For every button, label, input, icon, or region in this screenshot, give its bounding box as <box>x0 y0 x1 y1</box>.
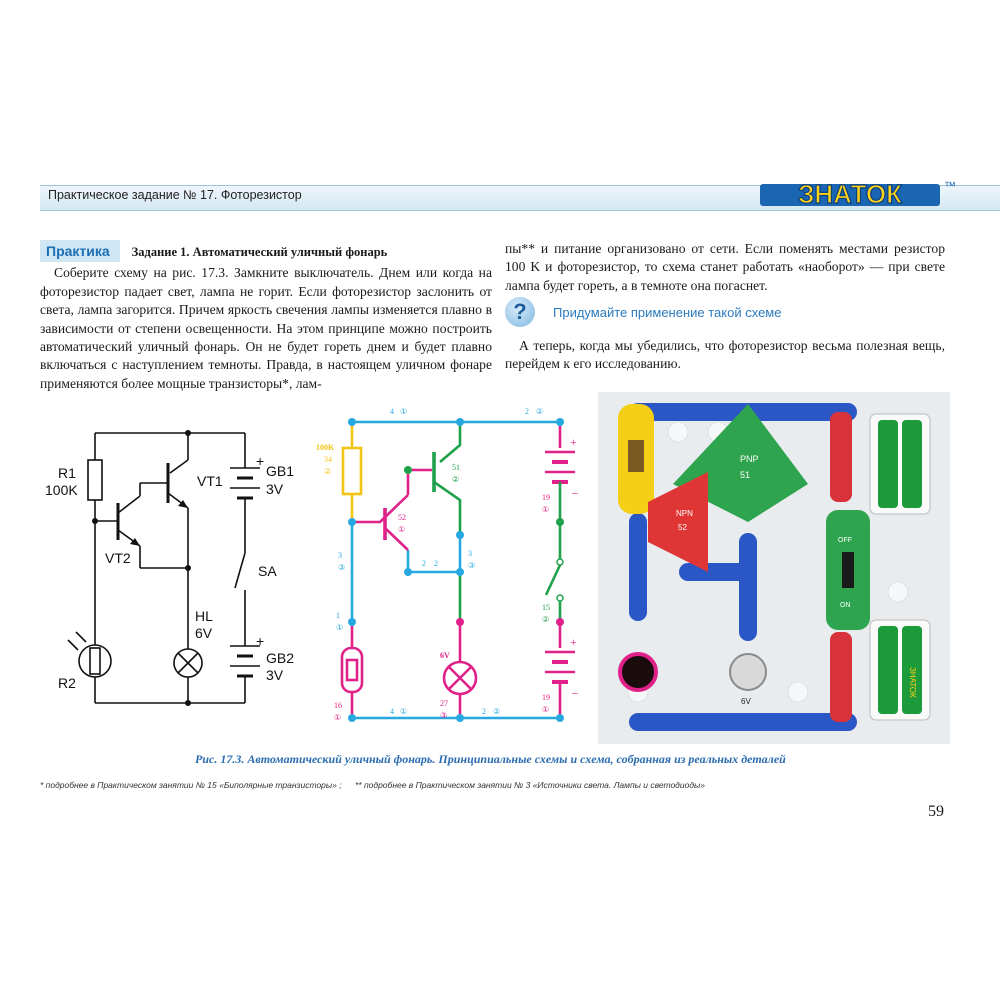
kit-wire-bottom-right-sub: ② <box>493 707 501 716</box>
closing-text: А теперь, когда мы убедились, что фоторезистор весьма полезная вещь, перейдем к его исследованию. <box>505 338 945 372</box>
kit-lamp-value: 6V <box>440 651 450 660</box>
kit-wire-d: 1 <box>336 611 340 620</box>
photo-module-52: 52 <box>678 523 687 532</box>
schematic-diagram <box>40 418 310 718</box>
kit-plus-bottom: + <box>570 635 577 649</box>
r1-value: 100K <box>45 482 78 498</box>
kit-plus-top: + <box>570 435 577 449</box>
photo-npn-label: NPN <box>676 509 693 518</box>
kit-wire-top-right-sub: ② <box>536 407 544 416</box>
task-title: Задание 1. Автоматический уличный фонарь <box>131 245 388 259</box>
kit-resistor-sub: ② <box>324 467 332 476</box>
photo-off: OFF <box>838 537 852 544</box>
kit-photo-sub: ① <box>334 713 342 722</box>
left-body-text: Соберите схему на рис. 17.3. Замкните выключатель. Днем или когда на фоторезистор падает свет, лампа не горит. Если фоторезистор заслонить от света, лампа загорится. Причем яркость свечения лампы изменяется плавно в зависимости от степени освещенности. На этом принципе можно построить автоматический уличный фонарь. Он не будет гореть днем и будет плавно включаться с наступлением темноты. Правда, в настоящем уличном фонаре применяются более мощные транзисторы*, лам- <box>40 265 492 391</box>
kit-battery-top-sub: ① <box>542 505 550 514</box>
kit-resistor-num: 34 <box>324 455 332 464</box>
r1-label: R1 <box>58 465 76 481</box>
kit-wire-a-sub: ③ <box>338 563 346 572</box>
kit-wire-bottom-left-sub: ① <box>400 707 408 716</box>
kit-wire-bottom-right: 2 <box>482 707 486 716</box>
hl-value: 6V <box>195 625 213 641</box>
gb1-label: GB1 <box>266 463 295 479</box>
kit-resistor-value: 100K <box>316 443 335 452</box>
vt2-label: VT2 <box>105 550 131 566</box>
photo-battery-brand: ЗНАТОК <box>908 667 917 698</box>
kit-wire-a: 3 <box>338 551 342 560</box>
gb2-label: GB2 <box>266 650 295 666</box>
question-icon: ? <box>505 297 535 327</box>
kit-wire-top-left: 4 <box>390 407 394 416</box>
kit-photo-num: 16 <box>334 701 342 710</box>
header-title: Практическое задание № 17. Фоторезистор <box>48 188 302 202</box>
question-line <box>505 296 781 328</box>
kit-npn-num: 52 <box>398 513 406 522</box>
kit-npn-sub: ① <box>398 525 406 534</box>
kit-wire-top-right: 2 <box>525 407 529 416</box>
kit-battery-top: 19 <box>542 493 550 502</box>
kit-minus-top: – <box>572 485 578 499</box>
kit-wire-c: 3 <box>468 549 472 558</box>
photo-lamp-6v: 6V <box>741 697 751 706</box>
right-column-bottom <box>505 337 945 374</box>
kit-lamp-num: 27 <box>440 699 448 708</box>
sa-label: SA <box>258 563 277 579</box>
gb2-value: 3V <box>266 667 284 683</box>
left-column <box>40 240 492 393</box>
kit-battery-bottom-sub: ① <box>542 705 550 714</box>
page-number: 59 <box>928 803 944 820</box>
kit-schematic <box>310 400 590 730</box>
gb1-plus: + <box>256 453 265 469</box>
kit-battery-bottom: 19 <box>542 693 550 702</box>
photo-module-51: 51 <box>740 470 751 480</box>
right-body-text: пы** и питание организовано от сети. Если поменять местами резистор 100 K и фоторезистор, то схема станет работать «наоборот» — при свете лампа будет гореть, а в темноте она погаснет. <box>505 241 945 293</box>
kit-lamp-sub: ③ <box>440 711 448 720</box>
r2-label: R2 <box>58 675 76 691</box>
gb2-plus: + <box>256 633 265 649</box>
kit-switch-sub: ② <box>542 615 550 624</box>
practice-badge: Практика <box>40 240 120 262</box>
kit-minus-bottom: – <box>572 685 578 699</box>
footnote-one: * подробнее в Практическом занятии № 15 «Биполярные транзисторы» ; <box>40 780 342 790</box>
logo-tm: ™ <box>944 179 956 193</box>
kit-switch-num: 15 <box>542 603 550 612</box>
znatok-logo <box>756 170 956 210</box>
kit-wire-d-sub: ① <box>336 623 344 632</box>
figure-caption: Рис. 17.3. Автоматический уличный фонарь. Принципиальные схемы и схема, собранная из реальных деталей <box>195 752 786 766</box>
kit-wire-b: 2 <box>422 559 426 568</box>
question-text: Придумайте применение такой схеме <box>553 304 782 320</box>
kit-photo <box>598 392 950 744</box>
gb1-value: 3V <box>266 481 284 497</box>
kit-pnp-num: 51 <box>452 463 460 472</box>
kit-wire-c-sub: ③ <box>468 561 476 570</box>
right-column-top <box>505 240 945 295</box>
photo-on: ON <box>840 602 851 609</box>
vt1-label: VT1 <box>197 473 223 489</box>
kit-wire-bottom-left: 4 <box>390 707 394 716</box>
kit-wire-b2: 2 <box>434 559 438 568</box>
logo-text: ЗНАТОК <box>798 179 902 209</box>
hl-label: HL <box>195 608 213 624</box>
photo-pnp-label: PNP <box>740 454 759 464</box>
kit-wire-top-left-sub: ① <box>400 407 408 416</box>
footnote-two: ** подробнее в Практическом занятии № 3 «Источники света. Лампы и светодиоды» <box>355 780 706 790</box>
kit-pnp-sub: ② <box>452 475 460 484</box>
